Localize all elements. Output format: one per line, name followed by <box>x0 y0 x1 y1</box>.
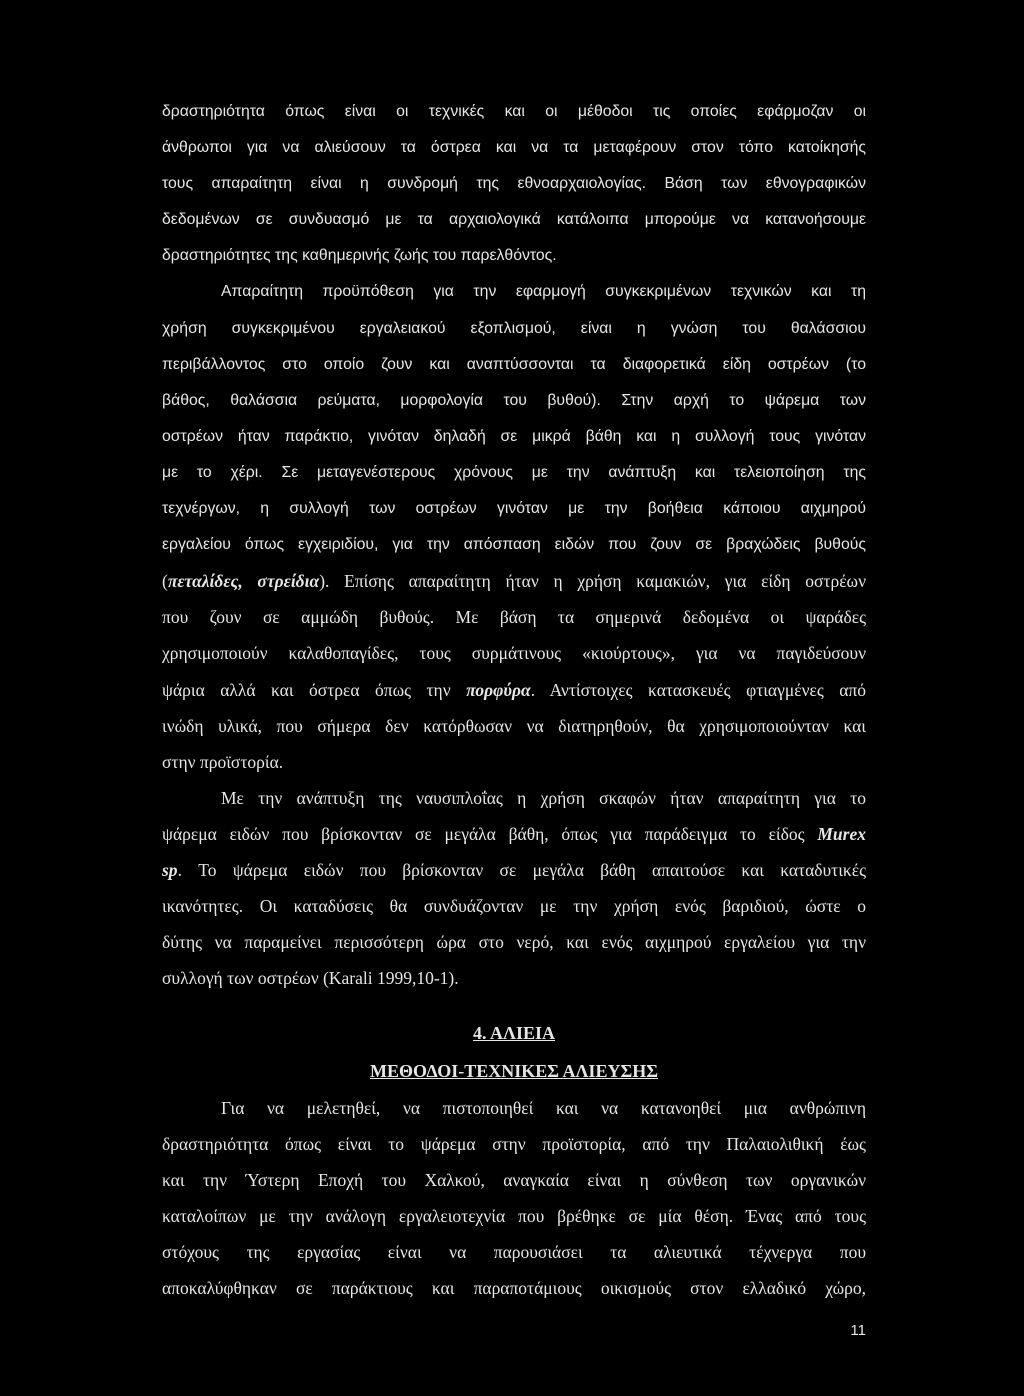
text-line: ικανότητες. Οι καταδύσεις θα συνδυάζονταν με την χρήση ενός βαριδιού, ώστε ο <box>162 896 866 917</box>
body-text-upper <box>162 94 866 996</box>
text-line: αποκαλύφθηκαν σε παράκτιους και παραποτάμιους οικισμούς στον ελλαδικό χώρο, <box>162 1278 866 1299</box>
text-line: ινώδη υλικά, που σήμερα δεν κατόρθωσαν να διατηρηθούν, θα χρησιμοποιούνταν και <box>162 715 866 736</box>
text-line: καταλοίπων με την ανάλογη εργαλειοτεχνία που βρέθηκε σε μία θέση. Ένας από τους <box>162 1206 866 1227</box>
text-line: εργαλείου όπως εγχειριδίου, για την απόσπαση ειδών που ζουν σε βραχώδεις βυθούς <box>162 536 866 554</box>
text-line: δεδομένων σε συνδυασμό με τα αρχαιολογικά κατάλοιπα μπορούμε να κατανοήσουμε <box>162 211 866 229</box>
text-line: τους απαραίτητη είναι η συνδρομή της εθνοαρχαιολογίας. Βάση των εθνογραφικών <box>162 175 866 193</box>
body-text-lower <box>162 1090 866 1307</box>
text-line: τεχνέργων, η συλλογή των οστρέων γινόταν με την βοήθεια κάποιου αιχμηρού <box>162 500 866 518</box>
text-line: ψάρεμα ειδών που βρίσκονταν σε μεγάλα βάθη, όπως για παράδειγμα το είδος Murex <box>162 823 866 844</box>
page-number: 11 <box>850 1322 866 1339</box>
italic-term: Murex <box>817 823 866 844</box>
italic-term: sp <box>162 859 178 880</box>
text-line: άνθρωποι για να αλιεύσουν τα όστρεα και να τα μεταφέρουν στον τόπο κατοίκησής <box>162 139 866 157</box>
text-line: Με την ανάπτυξη της ναυσιπλοΐας η χρήση σκαφών ήταν απαραίτητη για το <box>221 787 866 808</box>
text-line: και την Ύστερη Εποχή του Χαλκού, αναγκαία είναι η σύνθεση των οργανικών <box>162 1170 866 1191</box>
italic-term: πεταλίδες, στρείδια <box>167 571 320 592</box>
text-line: ψάρια αλλά και όστρεα όπως την πορφύρα. Αντίστοιχες κατασκευές φτιαγμένες από <box>162 679 866 700</box>
text-line: οστρέων ήταν παράκτιο, γινόταν δηλαδή σε μικρά βάθη και η συλλογή τους γινόταν <box>162 427 866 445</box>
italic-term: πορφύρα <box>466 679 531 700</box>
text-line: χρήση συγκεκριμένου εργαλειακού εξοπλισμού, είναι η γνώση του θαλάσσιου <box>162 319 866 337</box>
text-line: δύτης να παραμείνει περισσότερη ώρα στο νερό, και ενός αιχμηρού εργαλείου για την <box>162 932 866 953</box>
text-line: περιβάλλοντος στο οποίο ζουν και αναπτύσσονται τα διαφορετικά είδη οστρέων (το <box>162 355 866 373</box>
text-line: βάθος, θαλάσσια ρεύματα, μορφολογία του βυθού). Στην αρχή το ψάρεμα των <box>162 391 866 409</box>
section-title-heading: ΜΕΘΟΔΟΙ-ΤΕΧΝΙΚΕΣ ΑΛΙΕΥΣΗΣ <box>370 1061 658 1081</box>
text-line: Για να μελετηθεί, να πιστοποιηθεί και να κατανοηθεί μια ανθρώπινη <box>221 1098 866 1118</box>
text-line: δραστηριότητες της καθημερινής ζωής του παρελθόντος. <box>162 247 557 265</box>
text-line: που ζουν σε αμμώδη βυθούς. Με βάση τα σημερινά δεδομένα οι ψαράδες <box>162 607 866 628</box>
section-number-heading: 4. ΑΛΙΕΙΑ <box>473 1023 555 1043</box>
text-line: sp. Το ψάρεμα ειδών που βρίσκονταν σε μεγάλα βάθη απαιτούσε και καταδυτικές <box>162 859 866 880</box>
text-line: δραστηριότητα όπως είναι το ψάρεμα στην προϊστορία, από την Παλαιολιθική έως <box>162 1134 866 1155</box>
text-line: χρησιμοποιούν καλαθοπαγίδες, τους συρμάτινους «κιούρτους», για να παγιδεύσουν <box>162 643 866 664</box>
text-line: δραστηριότητα όπως είναι οι τεχνικές και οι μέθοδοι τις οποίες εφάρμοζαν οι <box>162 103 866 120</box>
text-line: στην προϊστορία. <box>162 751 284 772</box>
text-line: με το χέρι. Σε μεταγενέστερους χρόνους με την ανάπτυξη και τελειοποίηση της <box>162 463 866 481</box>
text-line: Απαραίτητη προϋπόθεση για την εφαρμογή συγκεκριμένων τεχνικών και τη <box>221 283 866 301</box>
text-line: στόχους της εργασίας είναι να παρουσιάσει τα αλιευτικά τέχνεργα που <box>162 1242 866 1263</box>
text-line: (πεταλίδες, στρείδια). Επίσης απαραίτητη ήταν η χρήση καμακιών, για είδη οστρέων <box>162 571 866 592</box>
text-line: συλλογή των οστρέων (Karali 1999,10-1). <box>162 968 459 989</box>
